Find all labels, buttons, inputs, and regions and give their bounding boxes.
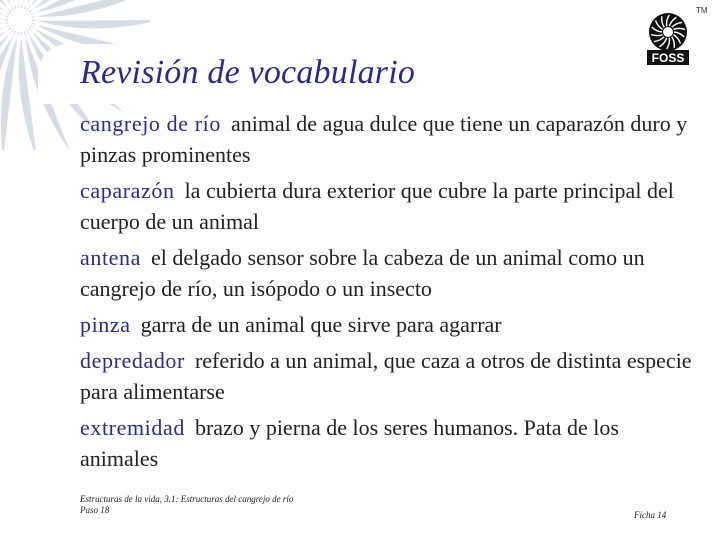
vocabulary-entry xyxy=(80,242,700,304)
sunburst-ray xyxy=(0,0,12,13)
footer-step-line: Paso 18 xyxy=(80,505,110,515)
term-word: antena xyxy=(80,245,142,270)
term-word: extremidad xyxy=(80,415,185,440)
term-word: cangrejo de río xyxy=(80,111,221,136)
footer-source-line: Estructuras de la vida, 3.1: Estructuras del cangrejo de río xyxy=(80,494,294,504)
term-word: pinza xyxy=(80,312,131,337)
term-definition: la cubierta dura exterior que cubre la parte principal del cuerpo de un animal xyxy=(80,178,674,234)
page-title: Revisión de vocabulario xyxy=(80,54,416,91)
foss-logo xyxy=(644,8,692,68)
vocabulary-entry xyxy=(80,345,700,407)
sunburst-ray xyxy=(1,32,19,150)
sunburst-ray xyxy=(3,0,21,8)
term-definition: brazo y pierna de los seres humanos. Pata de los animales xyxy=(80,415,619,471)
term-word: depredador xyxy=(80,348,185,373)
vocabulary-entry xyxy=(80,412,700,474)
term-definition: referido a un animal, que caza a otros de distinta especie para alimentarse xyxy=(80,348,692,404)
term-definition: animal de agua dulce que tiene un caparazón duro y pinzas prominentes xyxy=(80,111,688,167)
logo-text: FOSS xyxy=(651,51,685,65)
footer-page-label: Ficha 14 xyxy=(634,510,667,520)
trademark-mark: TM xyxy=(696,6,708,15)
vocabulary-entry xyxy=(80,108,700,170)
sunburst-ray xyxy=(32,19,150,28)
term-definition: garra de un animal que sirve para agarrar xyxy=(140,312,502,337)
vocabulary-list xyxy=(80,108,700,479)
term-word: caparazón xyxy=(80,178,175,203)
term-definition: el delgado sensor sobre la cabeza de un animal como un cangrejo de río, un isópodo o un insecto xyxy=(80,245,645,301)
vocabulary-entry xyxy=(80,175,700,237)
footer-source xyxy=(80,494,293,516)
vocabulary-entry xyxy=(80,309,700,340)
